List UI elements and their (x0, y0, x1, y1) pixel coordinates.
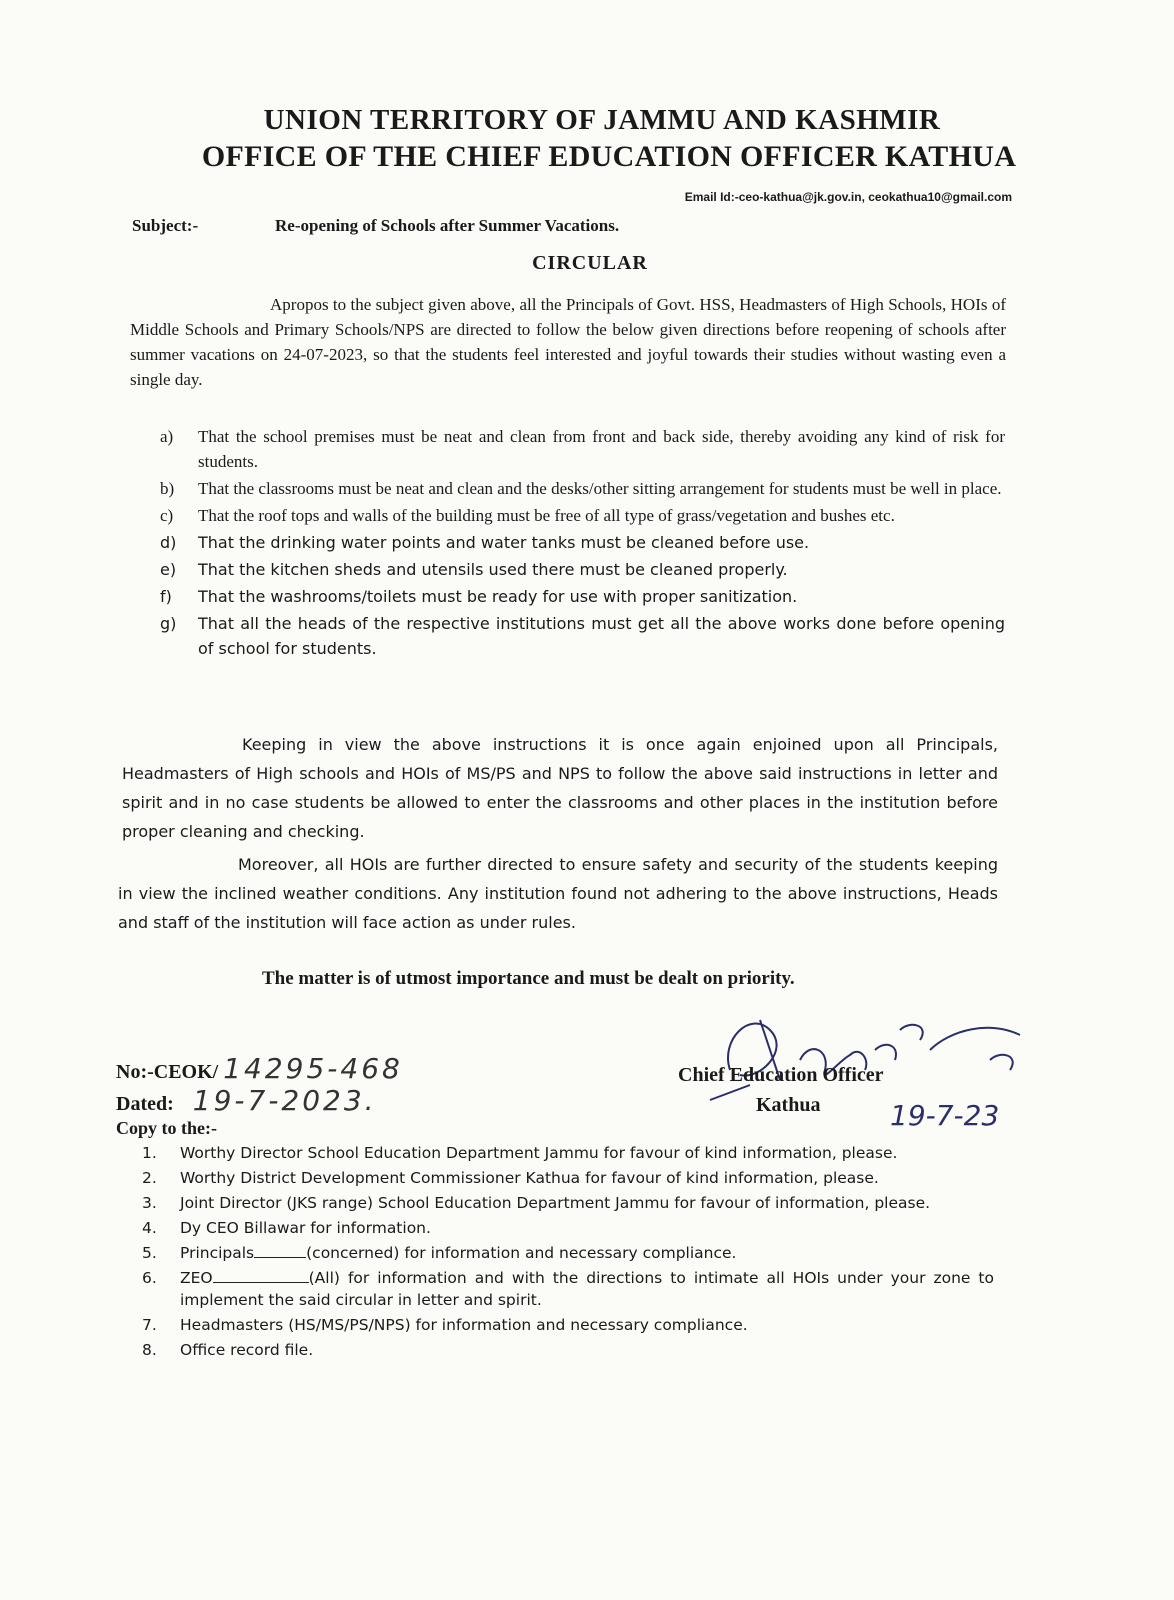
copy-text-post: (All) for information and with the directions to intimate all HOIs under your zone to implement the said circular in letter and spirit. (180, 1269, 994, 1309)
reference-date-handwritten: 19-7-2023. (192, 1084, 377, 1117)
copy-num: 7. (142, 1316, 157, 1334)
copy-text: Worthy District Development Commissioner Kathua for favour of kind information, please. (180, 1169, 879, 1187)
direction-text: That all the heads of the respective institutions must get all the above works done before opening of school for students. (198, 614, 1005, 658)
signatory-designation: Chief Education Officer (678, 1064, 884, 1086)
copy-to-item (142, 1142, 994, 1164)
copy-text-pre: Principals (180, 1244, 255, 1262)
copy-num: 6. (142, 1269, 157, 1287)
direction-item (160, 503, 1005, 528)
direction-letter: b) (160, 479, 175, 498)
copy-num: 8. (142, 1341, 157, 1359)
safety-text: Moreover, all HOIs are further directed to ensure safety and security of the students keeping in view the inclined weather conditions. Any institution found not adhering to the above instructions, Heads and staff of the institution will face action as under rules. (118, 855, 998, 932)
copy-num: 1. (142, 1144, 157, 1162)
reference-date (116, 1084, 377, 1117)
direction-text: That the classrooms must be neat and clean and the desks/other sitting arrangement for students must be well in place. (198, 479, 1002, 498)
subject-line (132, 216, 620, 236)
reference-no-label: No:-CEOK/ (116, 1061, 219, 1083)
copy-to-list (142, 1142, 994, 1361)
instructions-text: Keeping in view the above instructions it is once again enjoined upon all Principals, Headmasters of High schools and HOIs of MS/PS and NPS to follow the above said instructions in letter and spirit and in no case students be allowed to enter the classrooms and other places in the institution before proper cleaning and checking. (122, 735, 998, 841)
copy-text-pre: ZEO (180, 1269, 213, 1287)
subject-label: Subject:- (132, 216, 199, 235)
copy-num: 5. (142, 1244, 157, 1262)
reference-number (116, 1052, 403, 1085)
direction-text: That the roof tops and walls of the building must be free of all type of grass/vegetation and bushes etc. (198, 506, 895, 525)
directions-list (160, 424, 1005, 661)
header-ut-name: UNION TERRITORY OF JAMMU AND KASHMIR (263, 104, 941, 136)
signature-date-handwritten: 19-7-23 (890, 1099, 1000, 1132)
direction-text: That the drinking water points and water tanks must be cleaned before use. (198, 533, 810, 552)
copy-text: Joint Director (JKS range) School Education Department Jammu for favour of information, please. (180, 1194, 931, 1212)
direction-item (160, 476, 1005, 501)
header-office-name: OFFICE OF THE CHIEF EDUCATION OFFICER KATHUA (201, 140, 1017, 173)
direction-text: That the kitchen sheds and utensils used there must be cleaned properly. (198, 560, 788, 579)
copy-text: Dy CEO Billawar for information. (180, 1219, 431, 1237)
direction-letter: d) (160, 533, 177, 552)
importance-note: The matter is of utmost importance and must be dealt on priority. (262, 968, 795, 989)
copy-to-item (142, 1242, 994, 1264)
copy-num: 3. (142, 1194, 157, 1212)
subject-text: Re-opening of Schools after Summer Vacations. (275, 216, 620, 235)
direction-letter: c) (160, 506, 174, 525)
copy-to-item (142, 1267, 994, 1311)
copy-num: 2. (142, 1169, 157, 1187)
direction-item (160, 424, 1005, 474)
copy-to-item (142, 1192, 994, 1214)
direction-letter: f) (160, 587, 172, 606)
direction-letter: a) (160, 427, 174, 446)
copy-text: Worthy Director School Education Department Jammu for favour of kind information, please. (180, 1144, 898, 1162)
intro-text: Apropos to the subject given above, all the Principals of Govt. HSS, Headmasters of High Schools, HOIs of Middle Schools and Primary Schools/NPS are directed to follow the below given directions before reopening of schools after summer vacations on 24-07-2023, so that the students feel interested and joyful towards their studies without wasting even a single day. (130, 295, 1006, 389)
blank-line (213, 1282, 309, 1283)
direction-text: That the school premises must be neat and clean from front and back side, thereby avoiding any kind of risk for students. (198, 427, 1005, 471)
direction-item (160, 611, 1005, 661)
instructions-paragraph (122, 730, 998, 846)
copy-to-item (142, 1217, 994, 1239)
copy-num: 4. (142, 1219, 157, 1237)
reference-no-handwritten: 14295-468 (223, 1052, 403, 1085)
direction-letter: g) (160, 614, 177, 633)
intro-paragraph (130, 292, 1006, 392)
copy-to-item (142, 1167, 994, 1189)
direction-item (160, 584, 1005, 609)
signatory-place: Kathua (756, 1094, 821, 1116)
direction-item (160, 557, 1005, 582)
reference-date-label: Dated: (116, 1093, 174, 1115)
safety-paragraph (118, 850, 998, 937)
header-email: Email Id:-ceo-kathua@jk.gov.in, ceokathua10@gmail.com (684, 190, 1012, 204)
copy-to-item (142, 1339, 994, 1361)
copy-text: Office record file. (180, 1341, 314, 1359)
direction-text: That the washrooms/toilets must be ready for use with proper sanitization. (198, 587, 798, 606)
document-title: CIRCULAR (532, 252, 648, 274)
direction-letter: e) (160, 560, 177, 579)
copy-to-item (142, 1314, 994, 1336)
copy-to-heading: Copy to the:- (116, 1118, 217, 1138)
copy-text: Headmasters (HS/MS/PS/NPS) for information and necessary compliance. (180, 1316, 748, 1334)
direction-item (160, 530, 1005, 555)
blank-line (254, 1257, 306, 1258)
copy-text-post: (concerned) for information and necessary compliance. (306, 1244, 737, 1262)
